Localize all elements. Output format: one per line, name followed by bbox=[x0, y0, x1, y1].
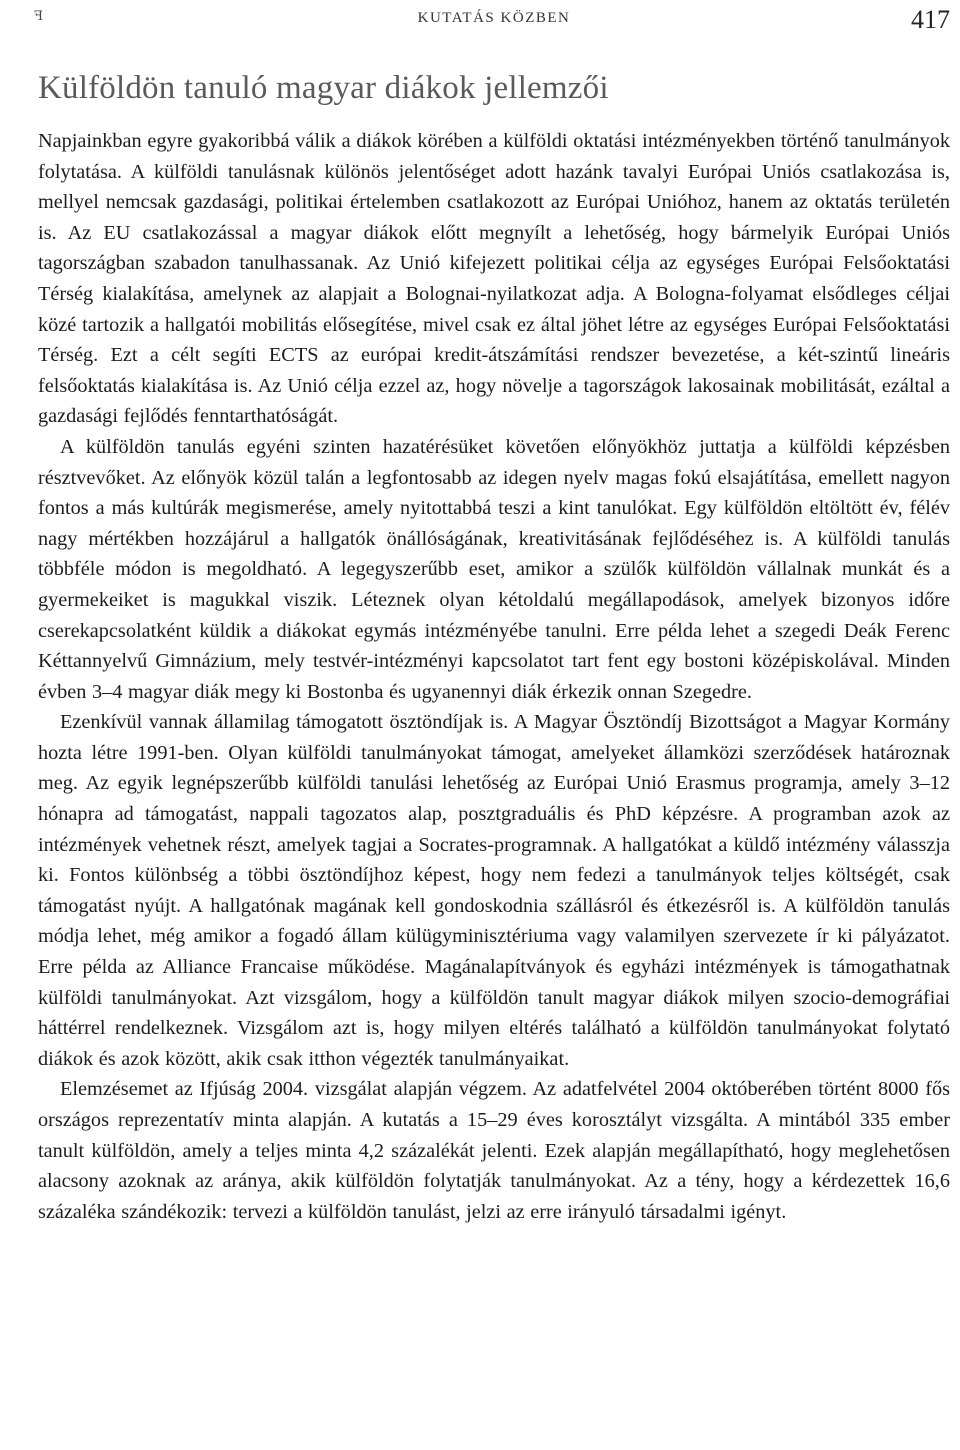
paragraph: Elemzésemet az Ifjúság 2004. vizsgálat alapján végzem. Az adatfelvétel 2004 októberében történt 8000 fős országos reprezentatív minta alapján. A kutatás a 15–29 éves korosztályt vizsgálta. A mintából 335 ember tanult külföldön, amely a teljes minta 4,2 százalékát jelenti. Ezek alapján megállapítható, hogy meglehetősen alacsony azoknak az aránya, akik külföldön folytatják tanulmányokat. Az a tény, hogy a kérdezettek 16,6 százaléka szándékozik: tervezi a külföldön tanulást, jelzi az erre irányuló társadalmi igényt. bbox=[38, 1078, 950, 1223]
page-number: 417 bbox=[911, 5, 950, 34]
running-header bbox=[34, 4, 950, 40]
article-body bbox=[38, 126, 950, 1227]
paragraph: Ezenkívül vannak államilag támogatott ösztöndíjak is. A Magyar Ösztöndíj Bizottságot a Magyar Kormány hozta létre 1991-ben. Olyan külföldi tanulmányokat támogat, amelyeket államközi szerződések határoznak meg. Az egyik legnépszerűbb külföldi tanulási lehetőség az Európai Unió Erasmus programja, amely 3–12 hónapra ad támogatást, nappali tagozatos alap, posztgraduális és PhD képzésre. A programban azok az intézmények vehetnek részt, amelyek tagjai a Socrates-programnak. A hallgatókat a küldő intézmény válasszja ki. Fontos különbség a többi ösztöndíjhoz képest, hogy nem fedezi a tanulmányok teljes költségét, csak támogatást nyújt. A hallgatónak magának kell gondoskodnia szállásról és étkezésről is. A külföldön tanulás módja lehet, még amikor a fogadó állam külügyminisztériuma vagy valamilyen szervezete ír ki pályázatot. Erre példa az Alliance Francaise működése. Magánalapítványok és egyházi intézmények is támogathatnak külföldi tanulmányokat. Azt vizsgálom, hogy a külföldön tanult magyar diákok milyen szocio-demográfiai háttérrel rendelkeznek. Vizsgálom azt is, hogy milyen eltérés található a külföldön tanulmányokat folytató diákok és azok között, akik csak itthon végezték tanulmányaikat. bbox=[38, 711, 950, 1070]
book-page bbox=[34, 0, 950, 1450]
article-title: Külföldön tanuló magyar diákok jellemzői bbox=[38, 70, 609, 106]
running-title: KUTATÁS KÖZBEN bbox=[417, 10, 571, 26]
paragraph: A külföldön tanulás egyéni szinten hazatérésüket követően előnyökhöz juttatja a külföldi képzésben résztvevőket. Az előnyök közül talán a legfontosabb az idegen nyelv magas fokú elsajátítása, emellett nagyon fontos a más kultúrák megismerése, amely nyitottabbá teszi a kint tanulókat. Egy külföldön eltöltött év, félév nagy mértékben hozzájárul a hallgatók önállóságának, kreativitásának fejlődéséhez is. A külföldi tanulás többféle módon is megoldható. A legegyszerűbb eset, amikor a szülők külföldön vállalnak munkát és a gyermekeiket is magukkal viszik. Léteznek olyan kétoldalú megállapodások, amelyek bizonyos időre cserekapcsolatként küldik a diákokat egymás intézményébe tanulni. Erre példa lehet a szegedi Deák Ferenc Kéttannyelvű Gimnázium, mely testvér-intézményi kapcsolatot tart fent egy bostoni középiskolával. Minden évben 3–4 magyar diák megy ki Bostonba és ugyanennyi diák érkezik onnan Szegedre. bbox=[38, 435, 950, 703]
paragraph: Napjainkban egyre gyakoribbá válik a diákok körében a külföldi oktatási intézményekben történő tanulmányok folytatása. A külföldi tanulásnak különös jelentőséget adott hazánk tavalyi Európai Uniós csatlakozása is, mellyel nemcsak gazdasági, politikai értelemben csatlakozott az Európai Unióhoz, hanem az oktatás területén is. Az EU csatlakozással a magyar diákok előtt megnyílt a lehetőség, hogy bármelyik Európai Uniós tagországban szabadon tanulhassanak. Az Unió kifejezett politikai célja az egységes Európai Felsőoktatási Térség kialakítása, amelynek az alapjait a Bolognai-nyilatkozat adja. A Bologna-folyamat elsődleges céljai közé tartozik a hallgatói mobilitás elősegítése, mivel csak ez által jöhet létre az egységes Európai Felsőoktatási Térség. Ezt a célt segíti ECTS az európai kredit-átszámítási rendszer bevezetése, a két-szintű lineáris felsőoktatás kialakítása is. Az Unió célja ezzel az, hogy növelje a tagországok lakosainak mobilitását, ezáltal a gazdasági fejlődés fenntarthatóságát. bbox=[38, 130, 950, 428]
corner-mark: ꟻ bbox=[34, 8, 44, 23]
